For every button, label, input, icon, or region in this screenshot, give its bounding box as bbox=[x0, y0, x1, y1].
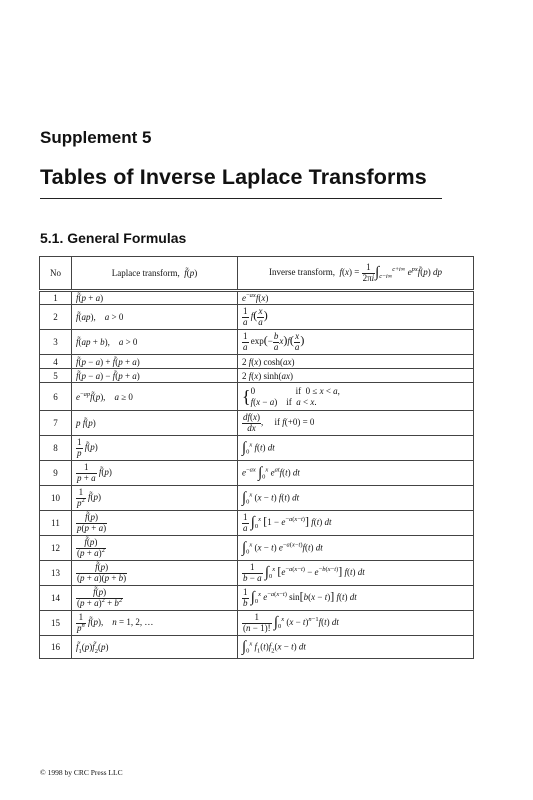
laplace-cell: f̃(p − a) + f̃(p + a) bbox=[72, 355, 238, 369]
supplement-label: Supplement 5 bbox=[40, 128, 152, 147]
laplace-cell: $\frac{f̃(p)}{(p + a)^2}$ bbox=[72, 536, 238, 561]
row-number: 10 bbox=[40, 486, 72, 511]
table-row bbox=[40, 536, 474, 561]
header-no: No bbox=[40, 257, 72, 291]
laplace-cell: $\frac{f̃(p)}{(p + a)^2 + b^2}$ bbox=[72, 586, 238, 611]
inverse-cell: 2 f(x) sinh(ax) bbox=[238, 369, 474, 383]
table-row bbox=[40, 369, 474, 383]
laplace-cell: f̃(p − a) − f̃(p + a) bbox=[72, 369, 238, 383]
inverse-cell: $\frac{1}{a}$ f( $\frac{x}{a}$ ) bbox=[238, 305, 474, 330]
row-number: 9 bbox=[40, 461, 72, 486]
copyright-notice: © 1998 by CRC Press LLC bbox=[40, 768, 123, 777]
inverse-cell: $\frac{1}{(n - 1)!}$ $\int_0^x$ $(x - t)^{n-1}f(t)$ dt bbox=[238, 611, 474, 636]
inverse-cell: 2 f(x) cosh(ax) bbox=[238, 355, 474, 369]
inverse-cell: $\int_0^x$ (x − t) $e^{-a(x-t)}f(t)$ dt bbox=[238, 536, 474, 561]
inverse-cell: $e^{-ax}$ $\int_0^x$ $e^{at}f(t)$ dt bbox=[238, 461, 474, 486]
inverse-cell: $\frac{1}{a}$ exp(− $\frac{b}{a}$ x)f( $\frac{x}{a}$ ) bbox=[238, 330, 474, 355]
row-number: 3 bbox=[40, 330, 72, 355]
table-header-row bbox=[40, 257, 474, 291]
table-row bbox=[40, 511, 474, 536]
inverse-cell: $\frac{1}{a}$ $\int_0^x$ $[1 - e^{-a(x-t)}]$ f(t) dt bbox=[238, 511, 474, 536]
row-number: 16 bbox=[40, 636, 72, 659]
row-number: 7 bbox=[40, 411, 72, 436]
table-row bbox=[40, 411, 474, 436]
row-number: 11 bbox=[40, 511, 72, 536]
table-row bbox=[40, 611, 474, 636]
row-number: 14 bbox=[40, 586, 72, 611]
table-row bbox=[40, 561, 474, 586]
table-row bbox=[40, 436, 474, 461]
inverse-cell: $e^{-ax}f(x)$ bbox=[238, 291, 474, 305]
inverse-cell: $\frac{1}{b}$ $\int_0^x$ $e^{-a(x-t)}$ sin[b(x − t)] f(t) dt bbox=[238, 586, 474, 611]
inverse-cell: $\frac{df(x)}{dx}$ , if f(+0) = 0 bbox=[238, 411, 474, 436]
laplace-cell: $\frac{1}{p^2}$ f̃(p) bbox=[72, 486, 238, 511]
laplace-cell: $e^{-ap}f̃(p)$, a ≥ 0 bbox=[72, 383, 238, 411]
section-heading: 5.1. General Formulas bbox=[40, 230, 187, 246]
row-number: 1 bbox=[40, 291, 72, 305]
table-row bbox=[40, 383, 474, 411]
row-number: 6 bbox=[40, 383, 72, 411]
table-row bbox=[40, 330, 474, 355]
row-number: 8 bbox=[40, 436, 72, 461]
laplace-cell: f̃(p + a) bbox=[72, 291, 238, 305]
laplace-cell: f̃(ap + b), a > 0 bbox=[72, 330, 238, 355]
header-laplace: Laplace transform, f̃(p) bbox=[72, 257, 238, 291]
page-title: Tables of Inverse Laplace Transforms bbox=[40, 165, 427, 189]
laplace-cell: $\frac{1}{p}$ f̃(p) bbox=[72, 436, 238, 461]
header-inverse: Inverse transform, f(x) = $\frac{1}{2\pi i}$ $\int_{c-i\infty}^{c+i\infty}$ $e^{px}f̃(p)$ dp bbox=[238, 257, 474, 291]
laplace-cell: $f̃_1(p)f̃_2(p)$ bbox=[72, 636, 238, 659]
row-number: 5 bbox=[40, 369, 72, 383]
row-number: 4 bbox=[40, 355, 72, 369]
laplace-cell: $\frac{f̃(p)}{(p + a)(p + b)}$ bbox=[72, 561, 238, 586]
row-number: 15 bbox=[40, 611, 72, 636]
table-row bbox=[40, 355, 474, 369]
inverse-cell: $\frac{1}{b - a}$ $\int_0^x$ $[e^{-a(x-t)} - e^{-b(x-t)}]$ f(t) dt bbox=[238, 561, 474, 586]
laplace-cell: $\frac{1}{p^n}$ f̃(p), n = 1, 2, … bbox=[72, 611, 238, 636]
table-row bbox=[40, 305, 474, 330]
inverse-cell: $\int_0^x$ (x − t) f(t) dt bbox=[238, 486, 474, 511]
inverse-cell: $\int_0^x$ f(t) dt bbox=[238, 436, 474, 461]
laplace-cell: $\frac{f̃(p)}{p(p + a)}$ bbox=[72, 511, 238, 536]
title-rule bbox=[40, 198, 442, 199]
row-number: 12 bbox=[40, 536, 72, 561]
laplace-cell: p f̃(p) bbox=[72, 411, 238, 436]
inverse-cell: $\int_0^x$ $f_1(t)f_2(x - t)$ dt bbox=[238, 636, 474, 659]
table-row bbox=[40, 636, 474, 659]
table-row bbox=[40, 486, 474, 511]
row-number: 13 bbox=[40, 561, 72, 586]
laplace-cell: $\frac{1}{p + a}$ f̃(p) bbox=[72, 461, 238, 486]
table-row bbox=[40, 461, 474, 486]
row-number: 2 bbox=[40, 305, 72, 330]
inverse-laplace-table bbox=[39, 256, 474, 659]
table-row bbox=[40, 291, 474, 305]
inverse-cell: { 0 if 0 ≤ x < a, f(x − a) if a < x. bbox=[238, 383, 474, 411]
table-row bbox=[40, 586, 474, 611]
laplace-cell: f̃(ap), a > 0 bbox=[72, 305, 238, 330]
